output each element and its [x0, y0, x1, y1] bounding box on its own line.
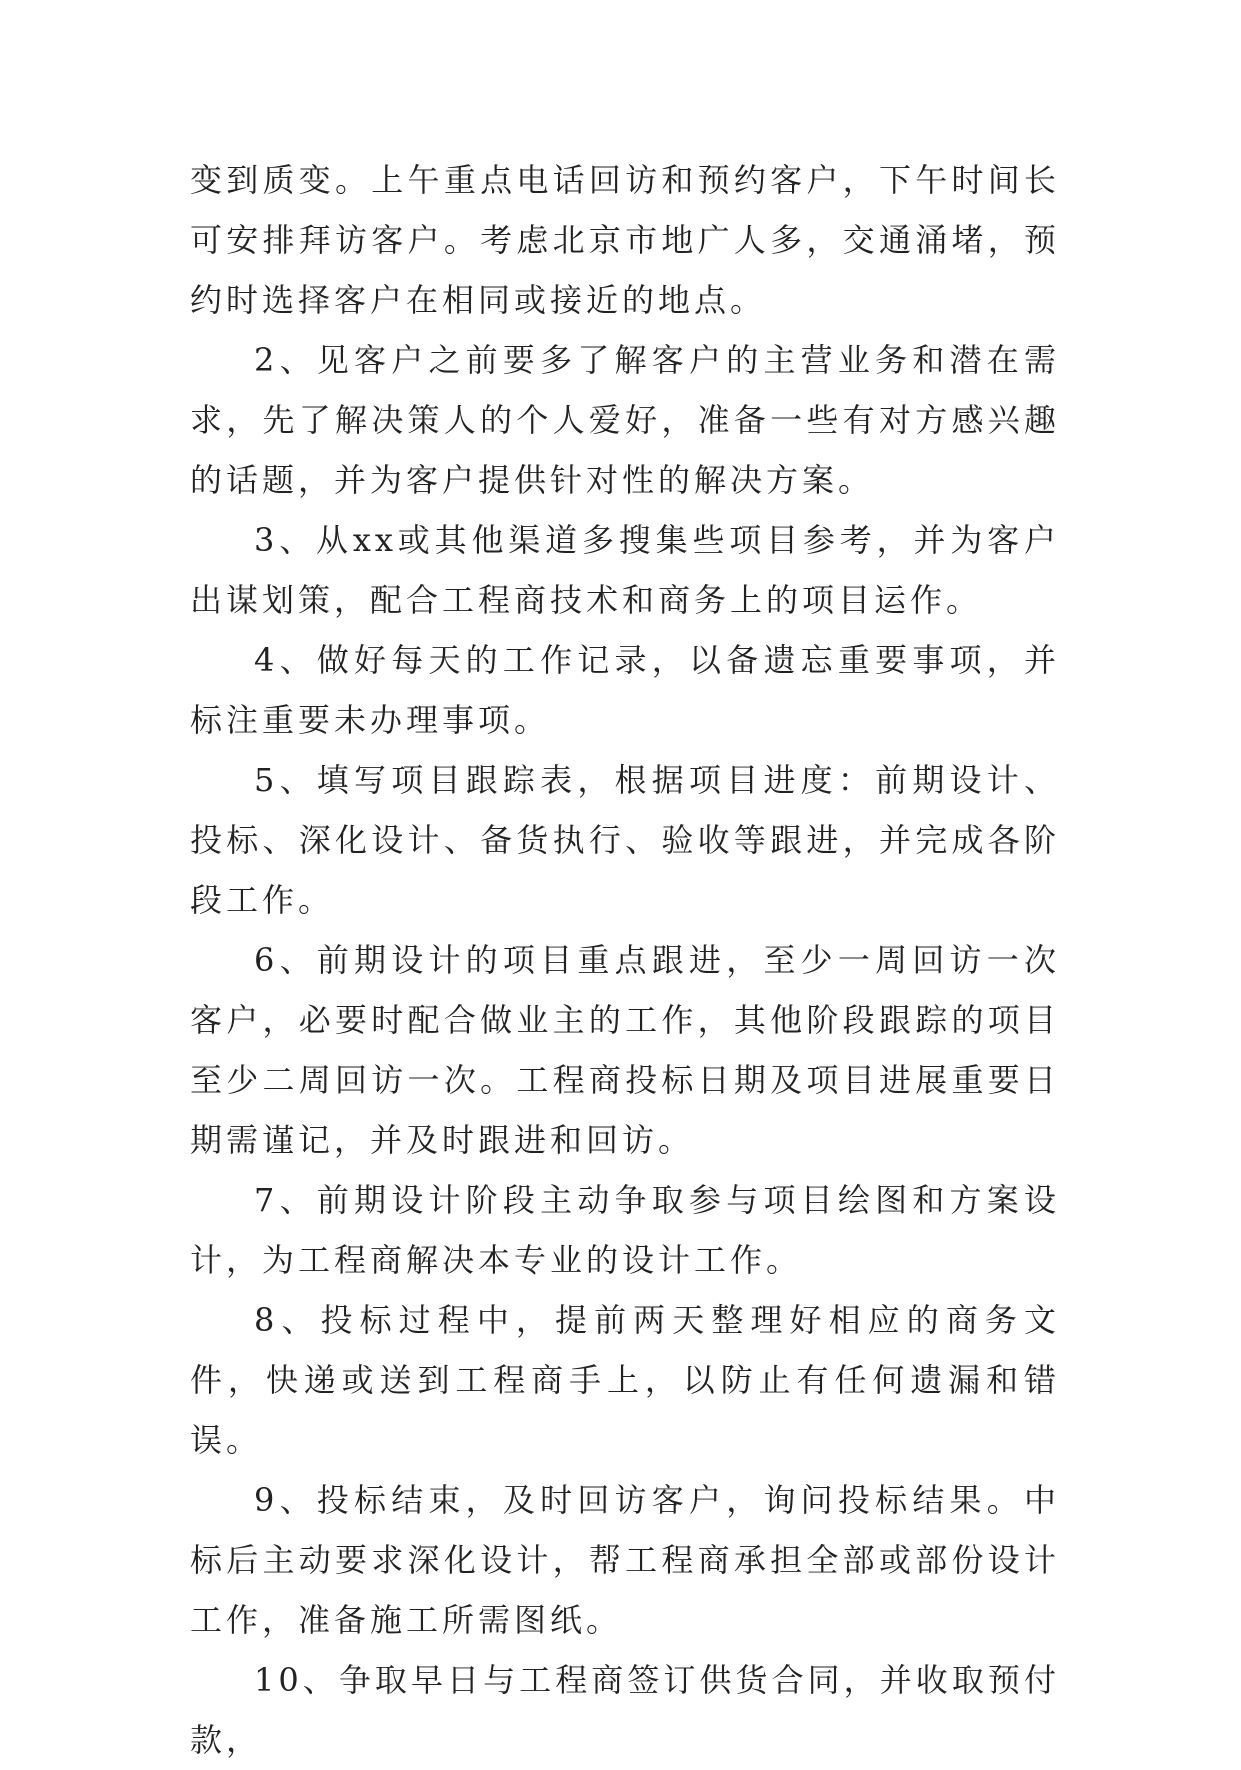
paragraph-item-9: 9、投标结束，及时回访客户，询问投标结果。中标后主动要求深化设计，帮工程商承担全部或部份设计工作，准备施工所需图纸。 — [190, 1481, 1060, 1639]
paragraph-item-6: 6、前期设计的项目重点跟进，至少一周回访一次客户，必要时配合做业主的工作，其他阶段跟踪的项目至少二周回访一次。工程商投标日期及项目进展重要日期需谨记，并及时跟进和回访。 — [190, 941, 1060, 1159]
paragraph-item-2: 2、见客户之前要多了解客户的主营业务和潜在需求，先了解决策人的个人爱好，准备一些有对方感兴趣的话题，并为客户提供针对性的解决方案。 — [190, 341, 1060, 499]
document-body — [190, 150, 1060, 1770]
paragraph-continuation: 变到质变。上午重点电话回访和预约客户，下午时间长可安排拜访客户。考虑北京市地广人多，交通涌堵，预约时选择客户在相同或接近的地点。 — [190, 161, 1060, 319]
paragraph-item-10: 10、争取早日与工程商签订供货合同，并收取预付款， — [190, 1661, 1060, 1759]
paragraph-item-7: 7、前期设计阶段主动争取参与项目绘图和方案设计，为工程商解决本专业的设计工作。 — [190, 1181, 1060, 1279]
paragraph-item-5: 5、填写项目跟踪表，根据项目进度：前期设计、投标、深化设计、备货执行、验收等跟进，并完成各阶段工作。 — [190, 761, 1060, 919]
paragraph-item-8: 8、投标过程中，提前两天整理好相应的商务文件，快递或送到工程商手上，以防止有任何遗漏和错误。 — [190, 1301, 1060, 1459]
paragraph-item-4: 4、做好每天的工作记录，以备遗忘重要事项，并标注重要未办理事项。 — [190, 641, 1060, 739]
paragraph-item-3: 3、从xx或其他渠道多搜集些项目参考，并为客户出谋划策，配合工程商技术和商务上的项目运作。 — [190, 521, 1060, 619]
